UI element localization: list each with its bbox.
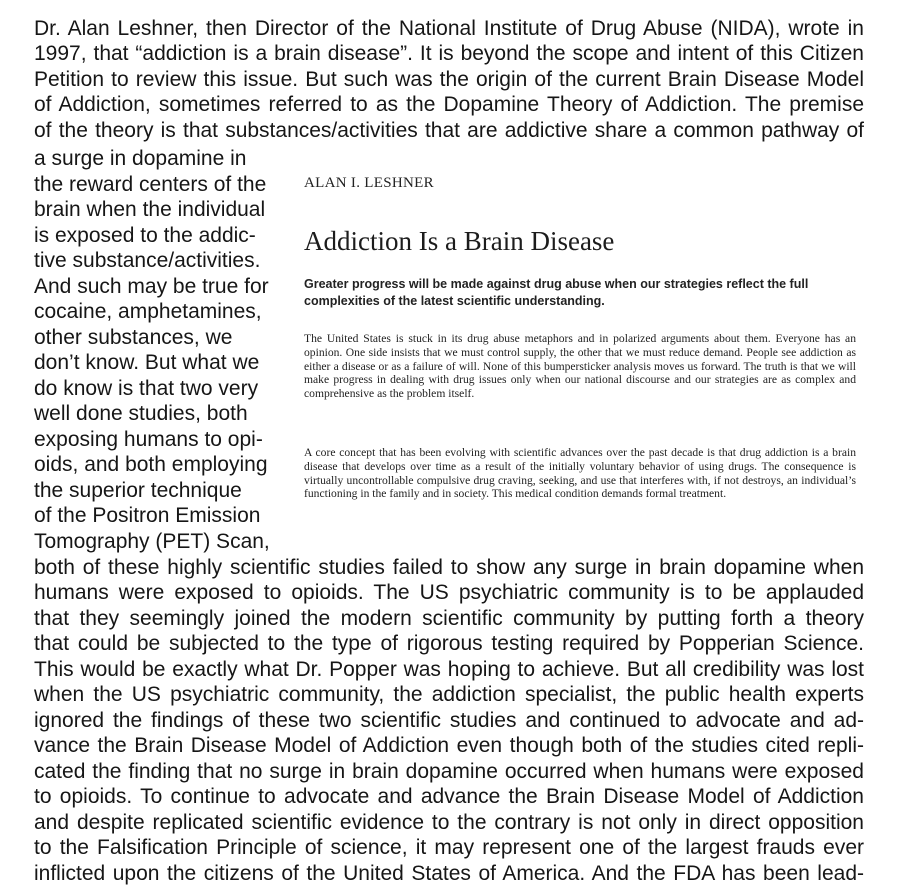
body-line: 1997, that “addiction is a brain disease”. It is beyond the scope and intent of this Citizen: [34, 42, 864, 65]
body-line: of the Positron Emission: [34, 504, 261, 527]
body-line: that could be subjected to the type of rigorous testing required by Popperian Science.: [34, 632, 864, 655]
body-line: ignored the findings of these two scientific studies and continued to advocate and ad-: [34, 709, 864, 732]
body-line: that they seemingly joined the modern scientific community by putting forth a theory: [34, 607, 864, 630]
body-line: well done studies, both: [34, 402, 248, 425]
excerpt-paragraph: The United States is stuck in its drug abuse metaphors and in polarized arguments about them. Everyone has an opinion. One side insists that we must control supply, the other that we must reduce demand. People see addiction as either a disease or as a failure of will. None of this bumpersticker analysis moves us forward. The truth is that we will make progress in dealing with drug issues only when our national discourse and our strategies are as complex and comprehensive as the problem itself.: [304, 332, 856, 401]
body-line: Tomography (PET) Scan,: [34, 530, 270, 553]
body-line: cated the finding that no surge in brain dopamine occurred when humans were exposed: [34, 760, 864, 783]
body-line: the reward centers of the: [34, 173, 267, 196]
body-line: oids, and both employing: [34, 453, 268, 476]
excerpt-title: Addiction Is a Brain Disease: [304, 226, 615, 256]
body-line: both of these highly scientific studies failed to show any surge in brain dopamine when: [34, 556, 864, 579]
excerpt-deck: Greater progress will be made against drug abuse when our strategies reflect the full complexities of the latest scientific understanding.: [304, 277, 809, 308]
body-line: the superior technique: [34, 479, 242, 502]
body-line: exposing humans to opi-: [34, 428, 263, 451]
body-line: Dr. Alan Leshner, then Director of the National Institute of Drug Abuse (NIDA), wrote in: [34, 17, 864, 40]
body-line: This would be exactly what Dr. Popper was hoping to achieve. But all credibility was lost: [34, 658, 864, 681]
body-line: don’t know. But what we: [34, 351, 260, 374]
body-line: brain when the individual: [34, 198, 266, 221]
body-line: cocaine, amphetamines,: [34, 300, 262, 323]
body-line: vance the Brain Disease Model of Addiction even though both of the studies cited repli-: [34, 734, 864, 757]
excerpt-paragraph: A core concept that has been evolving with scientific advances over the past decade is that drug addiction is a brain disease that develops over time as a result of the initially voluntary behavior of using drugs. The consequence is virtually uncontrollable compulsive drug craving, seeking, and use that interferes with, if not destroys, an individual’s functioning in the family and in society. This medical condition demands formal treatment.: [304, 446, 856, 501]
body-line: humans were exposed to opioids. The US psychiatric community is to be applauded: [34, 581, 864, 604]
body-line: inflicted upon the citizens of the United States of America. And the FDA has been lead-: [34, 862, 864, 885]
body-line: tive substance/activities.: [34, 249, 261, 272]
body-line: of Addiction, sometimes referred to as the Dopamine Theory of Addiction. The premise: [34, 93, 864, 116]
body-line: when the US psychiatric community, the addiction specialist, the public health experts: [34, 683, 864, 706]
body-line: and despite replicated scientific evidence to the contrary is not only in direct opposition: [34, 811, 864, 834]
body-line: to the Falsification Principle of science, it may represent one of the largest frauds ever: [34, 836, 864, 859]
body-line: do know is that two very: [34, 377, 259, 400]
body-line: other substances, we: [34, 326, 233, 349]
body-line: And such may be true for: [34, 275, 269, 298]
body-line: is exposed to the addic-: [34, 224, 256, 247]
body-line: of the theory is that substances/activities that are addictive share a common pathway of: [34, 119, 864, 142]
excerpt-author: ALAN I. LESHNER: [304, 175, 434, 191]
body-line: Petition to review this issue. But such was the origin of the current Brain Disease Model: [34, 68, 864, 91]
body-line: a surge in dopamine in: [34, 147, 247, 170]
body-line: to opioids. To continue to advocate and advance the Brain Disease Model of Addiction: [34, 785, 864, 808]
